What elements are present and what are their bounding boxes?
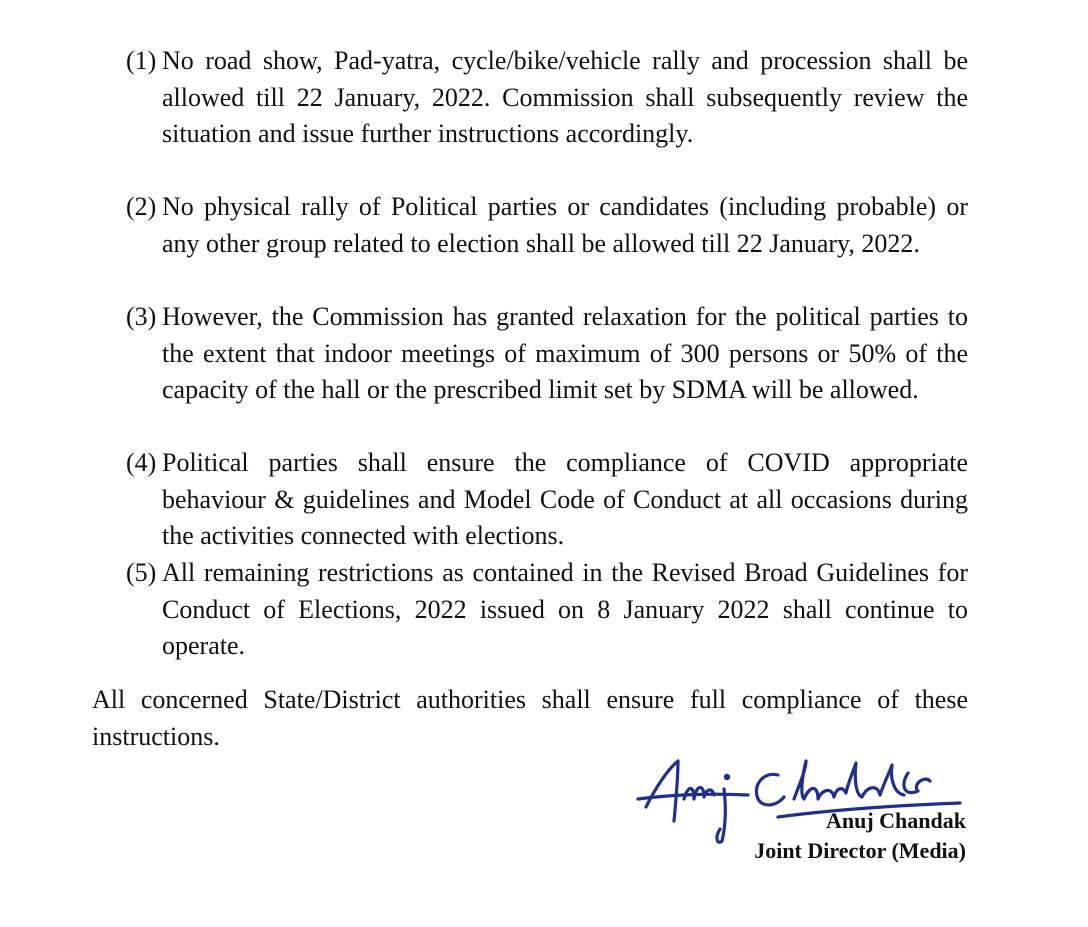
instruction-number: (1)	[126, 46, 157, 75]
closing-paragraph: All concerned State/District authorities shall ensure full compliance of these instructions.	[92, 685, 968, 751]
instruction-item-3	[126, 299, 968, 409]
instruction-item-2	[126, 189, 968, 262]
signatory-designation: Joint Director (Media)	[754, 838, 966, 863]
instruction-number: (2)	[126, 192, 157, 221]
instruction-number: (3)	[126, 302, 157, 331]
instruction-item-5	[126, 555, 968, 665]
signatory-block	[754, 806, 966, 866]
signatory-name: Anuj Chandak	[825, 808, 966, 833]
instruction-item-1	[126, 43, 968, 153]
instruction-text: However, the Commission has granted relaxation for the political parties to the extent that indoor meetings of maximum of 300 persons or 50% of the capacity of the hall or the prescribed limit set by SDMA will be allowed.	[162, 302, 968, 404]
instruction-text: Political parties shall ensure the compliance of COVID appropriate behaviour & guidelines and Model Code of Conduct at all occasions during the activities connected with elections.	[162, 448, 968, 550]
instruction-number: (5)	[126, 558, 157, 587]
instruction-number: (4)	[126, 448, 157, 477]
instruction-text: No road show, Pad-yatra, cycle/bike/vehicle rally and procession shall be allowed till 22 January, 2022. Commission shall subsequently review the situation and issue further instructions accordingly.	[162, 46, 968, 148]
instruction-text: No physical rally of Political parties or candidates (including probable) or any other group related to election shall be allowed till 22 January, 2022.	[162, 192, 968, 258]
instruction-item-4	[126, 445, 968, 555]
instruction-text: All remaining restrictions as contained in the Revised Broad Guidelines for Conduct of Elections, 2022 issued on 8 January 2022 shall continue to operate.	[162, 558, 968, 660]
